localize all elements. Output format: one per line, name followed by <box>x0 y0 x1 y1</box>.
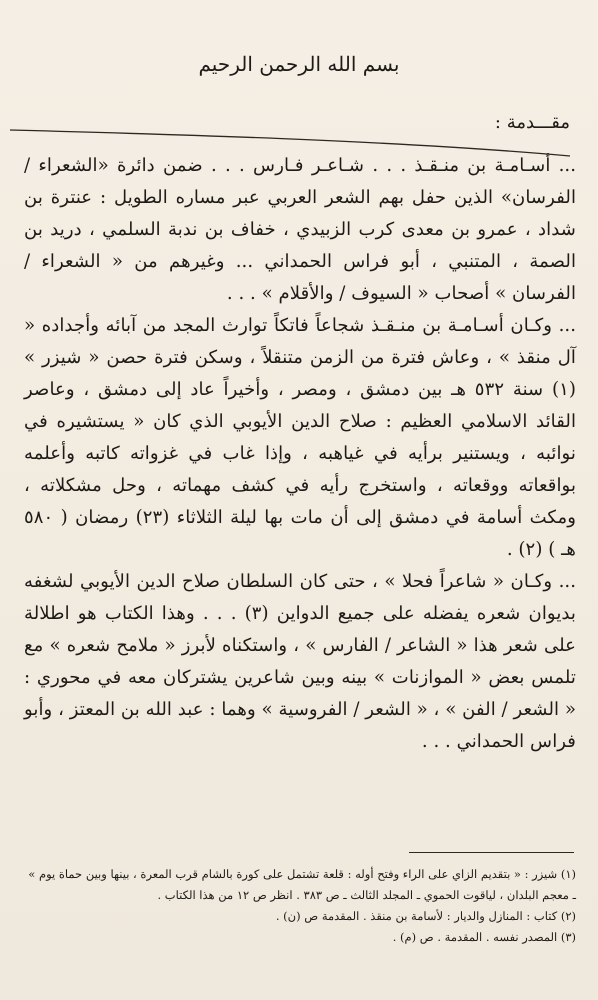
paragraph-biography: ... وكـان أسـامـة بن منـقـذ شجاعاً فاتكاً توارث المجد من آبائه وأجداده « آل منقذ » ، وعاش فترة من الزمن متنقلاً ، وسكن فترة حصن « شيزر » (١) سنة ٥٣٢ هـ بين دمشق ، ومصر ، وأخيراً عاد إلى دمشق ، وعاصر القائد الاسلامي العظيم : صلاح الدين الأيوبي الذي كان « يستشيره في نوائبه ، ويستنير برأيه في غياهبه ، وإذا غاب في غزواته كاتبه وأعلمه بواقعاته ووقعاته ، واستخرج رأيه في كشف مهماته ، وحل مشكلاته ، ومكث أسامة في دمشق إلى أن مات بها ليلة الثلاثاء (٢٣) رمضان ( ٥٨٠ هـ ) (٢) . <box>24 315 577 560</box>
footnotes <box>24 864 576 948</box>
paragraph-intro: ... أسـامـة بن منـقـذ . . . شـاعـر فـارس . . . ضمن دائرة «الشعراء / الفرسان» الذين حفل بهم الشعر العربي عبر مساره الطويل : عنترة بن شداد ، عمرو بن معدى كرب الزبيدي ، خفاف بن ندبة السلمي ، دريد بن الصمة ، المتنبي ، أبو فراس الحمداني ... وغيرهم من « الشعراء / الفرسان » أصحاب « السيوف / والأقلام » . . . <box>24 155 576 304</box>
footnote-1: (١) شيزر : « بتقديم الزاي على الراء وفتح أوله : قلعة تشتمل على كورة بالشام قرب المعرة ، بينها وبين حماة يوم » ـ معجم البلدان ، لياقوت الحموي ـ المجلد الثالث ـ ص ٣٨٣ . انظر ص ١٢ من هذا الكتاب . <box>28 867 576 902</box>
paragraph-poetry: ... وكـان « شاعراً فحلا » ، حتى كان السلطان صلاح الدين الأيوبي لشغفه بديوان شعره يفضله على جميع الدواين (٣) . . . وهذا الكتاب هو اطلالة على شعر هذا « الشاعر / الفارس » ، واستكناه لأبرز « ملامح شعره » مع تلمس بعض « الموازنات » بينه وبين شاعرين يشتركان معه في محوري : « الشعر / الفن » ، « الشعر / الفروسية » وهما : عبد الله بن المعتز ، وأبو فراس الحمداني . . . <box>24 571 576 752</box>
footnote-3: (٣) المصدر نفسه . المقدمة . ص (م) . <box>392 930 576 944</box>
section-title: مقـــدمة : <box>494 112 570 133</box>
basmala-heading: بسم الله الرحمن الرحيم <box>198 52 400 76</box>
footnote-divider <box>409 852 574 853</box>
footnote-2: (٢) كتاب : المنازل والديار : لأسامة بن منقذ . المقدمة ص (ن) . <box>275 909 576 923</box>
body-text <box>24 150 576 758</box>
